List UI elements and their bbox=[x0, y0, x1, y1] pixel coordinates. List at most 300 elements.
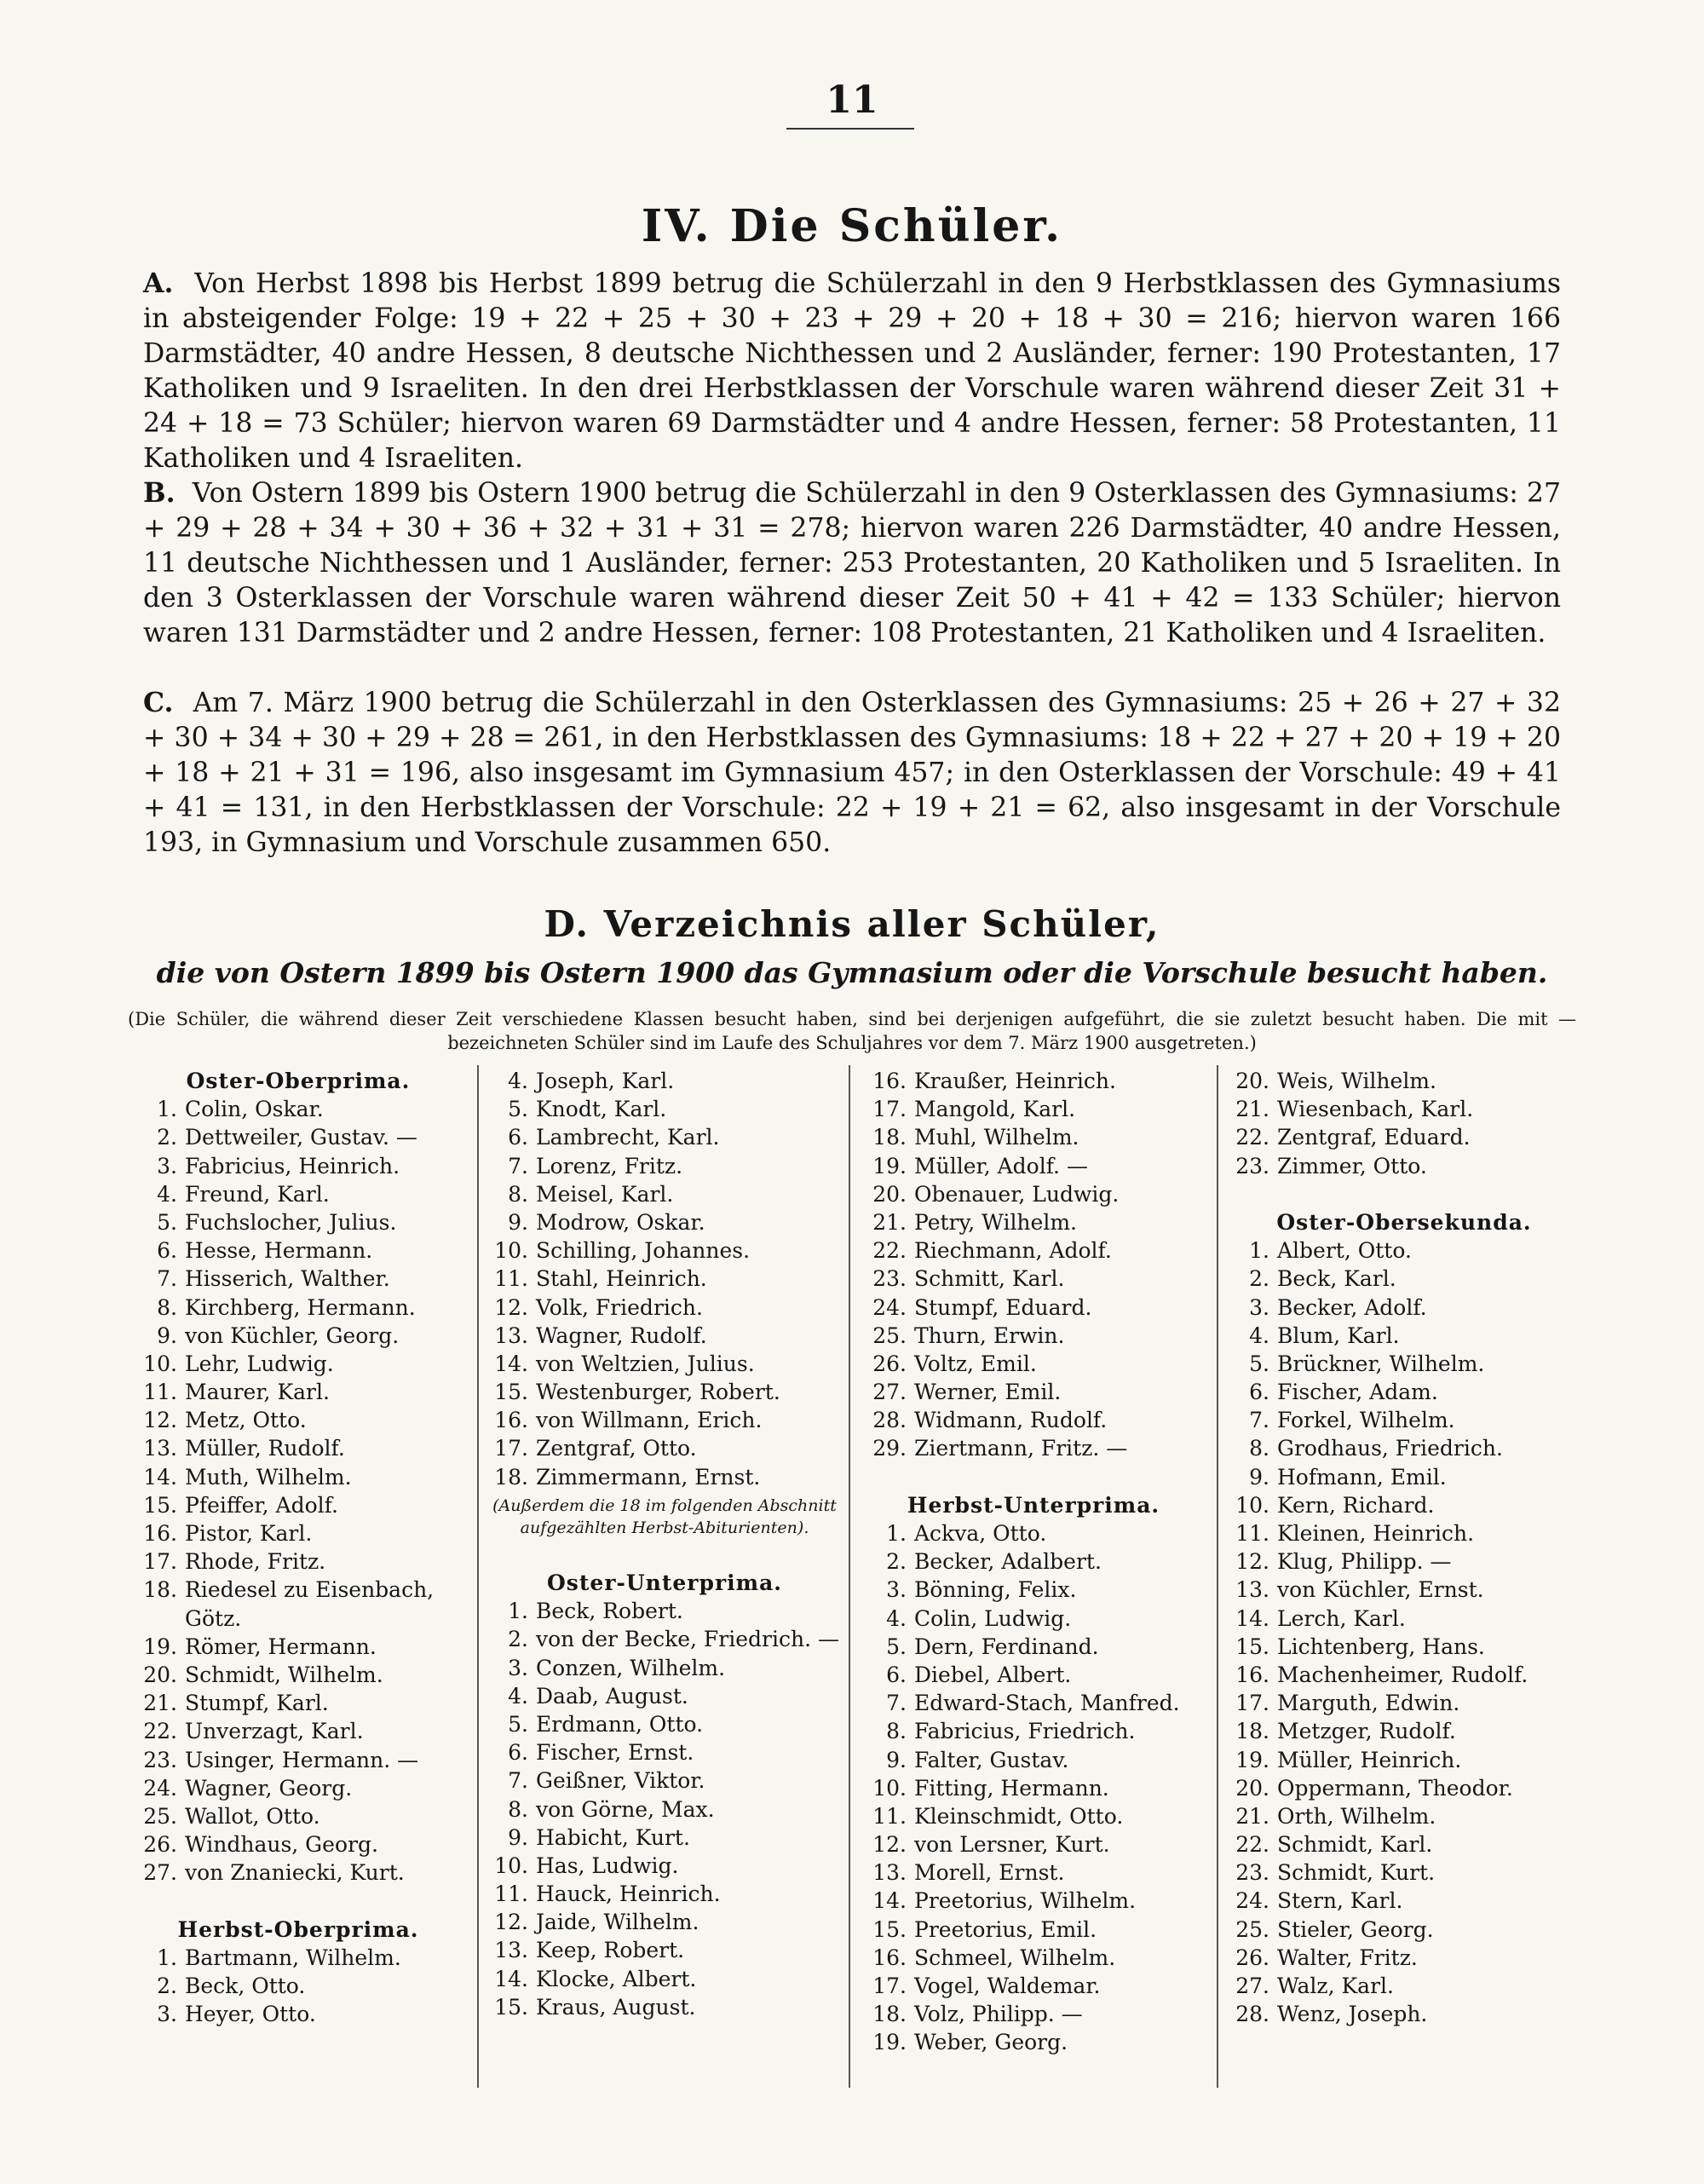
student-number: 1. bbox=[886, 1521, 907, 1546]
student-number: 12. bbox=[1235, 1549, 1269, 1575]
class-heading: Oster-Unterprima. bbox=[547, 1570, 782, 1595]
student-entry bbox=[857, 1152, 1210, 1180]
student-number: 16. bbox=[1235, 1662, 1269, 1687]
student-entry bbox=[1225, 1067, 1583, 1095]
student-entry bbox=[1225, 1547, 1583, 1576]
student-entry bbox=[857, 1774, 1210, 1802]
student-entry bbox=[857, 1689, 1210, 1717]
student-number: 2. bbox=[157, 1125, 177, 1150]
class-heading: Herbst-Unterprima. bbox=[907, 1492, 1160, 1518]
student-number: 12. bbox=[494, 1294, 528, 1320]
student-entry bbox=[487, 1180, 842, 1208]
student-number: 22. bbox=[1235, 1125, 1269, 1150]
student-name: Dettweiler, Gustav. — bbox=[185, 1125, 417, 1150]
student-number: 9. bbox=[886, 1747, 907, 1772]
student-name: Thurn, Erwin. bbox=[914, 1323, 1065, 1348]
student-name: Schmeel, Wilhelm. bbox=[914, 1945, 1116, 1970]
student-entry bbox=[128, 1746, 469, 1774]
student-entry bbox=[487, 1682, 842, 1710]
class-heading: Oster-Obersekunda. bbox=[1276, 1209, 1532, 1235]
student-number: 21. bbox=[1235, 1803, 1269, 1829]
student-name: Kirchberg, Hermann. bbox=[185, 1294, 416, 1320]
student-name: Heyer, Otto. bbox=[185, 2002, 316, 2027]
student-number: 6. bbox=[886, 1662, 907, 1687]
student-entry bbox=[487, 1965, 842, 1993]
student-entry bbox=[1225, 1265, 1583, 1293]
student-number: 17. bbox=[494, 1436, 528, 1461]
student-entry bbox=[857, 1095, 1210, 1123]
student-name: Blum, Karl. bbox=[1277, 1323, 1400, 1348]
student-name: Hofmann, Emil. bbox=[1277, 1464, 1447, 1490]
paragraph-a-label: A. bbox=[143, 268, 174, 299]
student-name: Fuchslocher, Julius. bbox=[185, 1209, 397, 1235]
section-title: IV. Die Schüler. bbox=[641, 200, 1063, 252]
student-number: 27. bbox=[872, 1380, 907, 1405]
student-number: 13. bbox=[494, 1323, 528, 1348]
student-number: 10. bbox=[494, 1238, 528, 1264]
student-name: von Lersner, Kurt. bbox=[914, 1832, 1110, 1858]
student-entry bbox=[857, 1350, 1210, 1378]
student-number: 24. bbox=[1235, 1888, 1269, 1914]
student-name: Beck, Otto. bbox=[185, 1974, 306, 1998]
student-name: Fischer, Ernst. bbox=[536, 1740, 694, 1766]
student-name: Hisserich, Walther. bbox=[185, 1266, 390, 1292]
page-number-rule bbox=[786, 128, 914, 130]
student-name: Götz. bbox=[185, 1605, 242, 1631]
student-name: Lehr, Ludwig. bbox=[185, 1351, 334, 1376]
student-name: von Weltzien, Julius. bbox=[536, 1351, 755, 1376]
student-name: Pistor, Karl. bbox=[185, 1521, 313, 1546]
student-name: von Znaniecki, Kurt. bbox=[185, 1860, 405, 1886]
student-name: Fischer, Adam. bbox=[1277, 1380, 1438, 1405]
student-name: Machenheimer, Rudolf. bbox=[1277, 1662, 1528, 1687]
student-entry bbox=[487, 1067, 842, 1095]
student-number: 7. bbox=[157, 1266, 177, 1292]
student-entry bbox=[128, 1830, 469, 1858]
student-entry bbox=[857, 1633, 1210, 1661]
student-name: Mangold, Karl. bbox=[914, 1097, 1076, 1122]
student-number: 13. bbox=[494, 1938, 528, 1963]
student-number: 1. bbox=[508, 1599, 528, 1624]
student-entry bbox=[857, 1265, 1210, 1293]
student-entry bbox=[1225, 1633, 1583, 1661]
student-number: 16. bbox=[494, 1408, 528, 1433]
student-entry bbox=[1225, 1605, 1583, 1633]
class-heading: Herbst-Oberprima. bbox=[177, 1916, 419, 1942]
student-number: 7. bbox=[508, 1153, 528, 1178]
paragraph-b-label: B. bbox=[143, 477, 176, 509]
student-entry bbox=[487, 1463, 842, 1491]
student-entry bbox=[857, 1746, 1210, 1774]
student-name: Kleinschmidt, Otto. bbox=[914, 1803, 1124, 1829]
paragraph-a-text: Von Herbst 1898 bis Herbst 1899 betrug die Schülerzahl in den 9 Herbstklassen des Gymnasiums in absteigender Folge: 19 + 22 + 25 + 30 + 23 + 29 + 20 + 18 + 30 = 216; hiervon waren 166 Darmstädter, 40 andre Hessen, 8 deutsche Nichthessen und 2 Ausländer, ferner: 190 Protestanten, 17 Katholiken und 9 Israeliten. In den drei Herbstklassen der Vorschule waren während dieser Zeit 31 + 24 + 18 = 73 Schüler; hiervon waren 69 Darmstädter und 4 andre Hessen, ferner: 58 Protestanten, 11 Katholiken und 4 Israeliten. bbox=[143, 268, 1561, 474]
student-entry bbox=[857, 1802, 1210, 1830]
student-entry bbox=[128, 1944, 469, 1972]
student-number: 15. bbox=[872, 1916, 907, 1942]
student-entry bbox=[487, 1406, 842, 1434]
student-entry bbox=[487, 1294, 842, 1322]
student-entry bbox=[128, 1265, 469, 1293]
student-name: Riedesel zu Eisenbach, bbox=[185, 1577, 435, 1603]
student-entry bbox=[128, 1294, 469, 1322]
student-entry bbox=[128, 1689, 469, 1717]
student-number: 25. bbox=[1235, 1916, 1269, 1942]
student-entry bbox=[857, 1236, 1210, 1265]
student-entry bbox=[1225, 1406, 1583, 1434]
student-entry bbox=[857, 1123, 1210, 1151]
student-name: Zimmer, Otto. bbox=[1277, 1153, 1427, 1178]
list-note: (Die Schüler, die während dieser Zeit verschiedene Klassen besucht haben, sind bei derjenigen aufgeführt, die sie zuletzt besucht haben. Die mit — bezeichneten Schüler sind im Laufe des Schuljahres vor dem 7. März 1900 ausgetreten.) bbox=[128, 1009, 1576, 1053]
student-entry bbox=[487, 1710, 842, 1738]
student-entry bbox=[1225, 1322, 1583, 1350]
student-name: Voltz, Emil. bbox=[914, 1351, 1037, 1376]
student-entry bbox=[128, 1434, 469, 1462]
student-number: 22. bbox=[1235, 1832, 1269, 1858]
student-entry bbox=[857, 1661, 1210, 1689]
student-name: Beck, Karl. bbox=[1277, 1266, 1396, 1292]
student-number: 2. bbox=[508, 1627, 528, 1652]
student-entry bbox=[1225, 1236, 1583, 1265]
student-entry bbox=[1225, 1972, 1583, 2000]
student-entry bbox=[857, 1519, 1210, 1547]
student-entry bbox=[1225, 1378, 1583, 1406]
student-number: 15. bbox=[494, 1380, 528, 1405]
student-name: Geißner, Viktor. bbox=[536, 1768, 705, 1794]
student-number: 12. bbox=[872, 1832, 907, 1858]
student-number: 29. bbox=[872, 1436, 907, 1461]
student-entry bbox=[857, 1378, 1210, 1406]
student-name: Preetorius, Wilhelm. bbox=[914, 1888, 1137, 1914]
student-number: 25. bbox=[872, 1323, 907, 1348]
student-name: Zentgraf, Eduard. bbox=[1277, 1125, 1471, 1150]
student-name: Römer, Hermann. bbox=[185, 1634, 377, 1659]
student-number: 12. bbox=[494, 1910, 528, 1935]
student-entry bbox=[487, 1265, 842, 1293]
student-name: Schmidt, Karl. bbox=[1277, 1832, 1433, 1858]
student-name: Walter, Fritz. bbox=[1277, 1945, 1418, 1970]
student-entry bbox=[487, 1434, 842, 1462]
student-number: 20. bbox=[872, 1181, 907, 1207]
student-name: Becker, Adalbert. bbox=[914, 1549, 1102, 1575]
student-number: 14. bbox=[494, 1351, 528, 1376]
student-number: 5. bbox=[508, 1711, 528, 1737]
student-number: 18. bbox=[1235, 1719, 1269, 1744]
student-name: Wallot, Otto. bbox=[185, 1803, 320, 1829]
student-name: Maurer, Karl. bbox=[185, 1380, 330, 1405]
student-name: Morell, Ernst. bbox=[914, 1860, 1065, 1886]
student-number: 23. bbox=[1235, 1153, 1269, 1178]
student-number: 23. bbox=[1235, 1860, 1269, 1886]
student-entry bbox=[1225, 1294, 1583, 1322]
student-entry bbox=[487, 1350, 842, 1378]
student-name: Keep, Robert. bbox=[536, 1938, 685, 1963]
student-entry bbox=[857, 1294, 1210, 1322]
student-number: 8. bbox=[508, 1796, 528, 1822]
student-name: Müller, Rudolf. bbox=[185, 1436, 345, 1461]
student-number: 16. bbox=[872, 1069, 907, 1093]
student-name: Colin, Oskar. bbox=[185, 1097, 324, 1122]
student-name: Erdmann, Otto. bbox=[536, 1711, 704, 1737]
student-name: Stahl, Heinrich. bbox=[536, 1266, 707, 1292]
student-name: Habicht, Kurt. bbox=[536, 1824, 690, 1850]
student-number: 6. bbox=[157, 1238, 177, 1264]
student-number: 20. bbox=[1235, 1069, 1269, 1093]
student-entry bbox=[857, 1605, 1210, 1633]
student-name: von der Becke, Friedrich. — bbox=[536, 1627, 839, 1652]
paragraph-b bbox=[143, 475, 1561, 651]
student-number: 21. bbox=[143, 1691, 177, 1716]
student-entry bbox=[487, 1852, 842, 1880]
student-number: 10. bbox=[872, 1775, 907, 1801]
student-number: 9. bbox=[508, 1209, 528, 1235]
student-name: von Willmann, Erich. bbox=[536, 1408, 763, 1433]
student-number: 26. bbox=[1235, 1945, 1269, 1970]
student-number: 14. bbox=[494, 1966, 528, 1991]
student-number: 14. bbox=[143, 1464, 177, 1490]
student-entry bbox=[487, 1597, 842, 1625]
student-number: 5. bbox=[157, 1209, 177, 1235]
student-number: 20. bbox=[143, 1662, 177, 1687]
student-number: 1. bbox=[1249, 1238, 1269, 1264]
column-divider bbox=[849, 1065, 850, 2088]
student-name: Klug, Philipp. — bbox=[1277, 1549, 1452, 1575]
student-entry bbox=[128, 1208, 469, 1236]
student-number: 4. bbox=[886, 1605, 907, 1631]
student-entry bbox=[128, 1972, 469, 2000]
student-entry bbox=[128, 1095, 469, 1123]
student-name: Forkel, Wilhelm. bbox=[1277, 1408, 1455, 1433]
student-name: Rhode, Fritz. bbox=[185, 1549, 326, 1575]
student-entry bbox=[857, 1972, 1210, 2000]
student-number: 9. bbox=[1249, 1464, 1269, 1490]
student-number: 10. bbox=[1235, 1492, 1269, 1518]
student-entry bbox=[1225, 1491, 1583, 1519]
paragraph-c bbox=[143, 685, 1561, 861]
student-entry bbox=[857, 1944, 1210, 1972]
student-name: Metzger, Rudolf. bbox=[1277, 1719, 1456, 1744]
student-name: Lichtenberg, Hans. bbox=[1277, 1634, 1485, 1659]
student-entry bbox=[487, 1654, 842, 1682]
student-name: Müller, Heinrich. bbox=[1277, 1747, 1462, 1772]
student-entry bbox=[487, 1795, 842, 1824]
student-entry bbox=[857, 1067, 1210, 1095]
student-name: von Küchler, Ernst. bbox=[1277, 1577, 1484, 1603]
student-number: 13. bbox=[872, 1860, 907, 1886]
student-name: Orth, Wilhelm. bbox=[1277, 1803, 1436, 1829]
student-number: 24. bbox=[872, 1294, 907, 1320]
student-name: Muth, Wilhelm. bbox=[185, 1464, 352, 1490]
student-number: 3. bbox=[508, 1655, 528, 1680]
student-entry bbox=[1225, 1434, 1583, 1462]
student-number: 17. bbox=[872, 1097, 907, 1122]
student-number: 4. bbox=[1249, 1323, 1269, 1348]
student-name: Bartmann, Wilhelm. bbox=[185, 1945, 401, 1970]
student-number: 23. bbox=[143, 1747, 177, 1772]
student-number: 6. bbox=[508, 1740, 528, 1766]
student-number: 9. bbox=[508, 1824, 528, 1850]
student-entry bbox=[128, 1236, 469, 1265]
student-number: 20. bbox=[1235, 1775, 1269, 1801]
student-number: 9. bbox=[157, 1323, 177, 1348]
student-name: Modrow, Oskar. bbox=[536, 1209, 705, 1235]
student-number: 6. bbox=[508, 1125, 528, 1150]
student-name: Zentgraf, Otto. bbox=[536, 1436, 697, 1461]
student-entry bbox=[128, 1717, 469, 1745]
student-name: Unverzagt, Karl. bbox=[185, 1719, 364, 1744]
student-number: 28. bbox=[872, 1408, 907, 1433]
student-number: 18. bbox=[872, 2002, 907, 2027]
student-entry bbox=[128, 2000, 469, 2028]
student-number: 2. bbox=[157, 1974, 177, 1998]
student-entry bbox=[857, 2028, 1210, 2056]
student-entry bbox=[128, 1858, 469, 1887]
student-number: 6. bbox=[1249, 1380, 1269, 1405]
student-entry bbox=[128, 1180, 469, 1208]
student-name: Volk, Friedrich. bbox=[536, 1294, 703, 1320]
column-spacer bbox=[1225, 1180, 1583, 1208]
paragraph-c-text: Am 7. März 1900 betrug die Schülerzahl in den Osterklassen des Gymnasiums: 25 + 26 + 27 + 32 + 30 + 34 + 30 + 29 + 28 = 261, in den Herbstklassen des Gymnasiums: 18 + 22 + 27 + 20 + 19 + 20 + 18 + 21 + 31 = 196, also insgesamt im Gymnasium 457; in den Osterklassen der Vorschule: 49 + 41 + 41 = 131, in den Herbstklassen der Vorschule: 22 + 19 + 21 = 62, also insgesamt in der Vorschule 193, in Gymnasium und Vorschule zusammen 650. bbox=[143, 688, 1562, 858]
student-name: Westenburger, Robert. bbox=[536, 1380, 780, 1405]
student-number: 5. bbox=[508, 1097, 528, 1122]
student-name: Meisel, Karl. bbox=[536, 1181, 674, 1207]
student-number: 1. bbox=[157, 1097, 177, 1122]
student-name: Wagner, Georg. bbox=[185, 1775, 353, 1801]
student-entry bbox=[1225, 1916, 1583, 1944]
student-name: Wagner, Rudolf. bbox=[536, 1323, 707, 1348]
student-entry bbox=[1225, 1350, 1583, 1378]
student-number: 3. bbox=[1249, 1294, 1269, 1320]
student-column-2 bbox=[487, 1067, 842, 2021]
student-number: 25. bbox=[143, 1803, 177, 1829]
student-name: Ziertmann, Fritz. — bbox=[914, 1436, 1128, 1461]
student-number: 17. bbox=[143, 1549, 177, 1575]
student-entry bbox=[857, 1406, 1210, 1434]
student-name: Edward-Stach, Manfred. bbox=[914, 1691, 1180, 1716]
student-number: 7. bbox=[508, 1768, 528, 1794]
student-name: Zimmermann, Ernst. bbox=[536, 1464, 761, 1490]
student-name: Jaide, Wilhelm. bbox=[536, 1910, 699, 1935]
student-number: 27. bbox=[143, 1860, 177, 1886]
student-entry bbox=[1225, 2000, 1583, 2028]
student-entry bbox=[1225, 1576, 1583, 1604]
student-entry bbox=[857, 1208, 1210, 1236]
student-name: Windhaus, Georg. bbox=[185, 1832, 378, 1858]
student-name: Daab, August. bbox=[536, 1683, 688, 1709]
student-entry bbox=[128, 1576, 469, 1604]
student-entry bbox=[857, 1322, 1210, 1350]
student-name: Becker, Adolf. bbox=[1277, 1294, 1427, 1320]
student-name: Hesse, Hermann. bbox=[185, 1238, 373, 1264]
student-name: Usinger, Hermann. — bbox=[185, 1747, 419, 1772]
student-entry bbox=[128, 1661, 469, 1689]
list-subtitle: die von Ostern 1899 bis Ostern 1900 das Gymnasium oder die Vorschule besucht haben. bbox=[156, 956, 1548, 989]
student-name: Kern, Richard. bbox=[1277, 1492, 1435, 1518]
student-number: 8. bbox=[157, 1294, 177, 1320]
student-number: 18. bbox=[143, 1577, 177, 1603]
student-entry bbox=[1225, 1661, 1583, 1689]
student-entry bbox=[1225, 1463, 1583, 1491]
student-name: Brückner, Wilhelm. bbox=[1277, 1351, 1485, 1376]
student-entry bbox=[128, 1605, 469, 1633]
student-entry bbox=[1225, 1858, 1583, 1887]
student-entry bbox=[857, 1434, 1210, 1462]
student-name: von Küchler, Georg. bbox=[185, 1323, 400, 1348]
student-name: Wenz, Joseph. bbox=[1277, 2002, 1428, 2027]
student-name: Petry, Wilhelm. bbox=[914, 1209, 1077, 1235]
student-name: Dern, Ferdinand. bbox=[914, 1634, 1099, 1659]
student-name: Kleinen, Heinrich. bbox=[1277, 1521, 1475, 1546]
student-name: Colin, Ludwig. bbox=[914, 1605, 1072, 1631]
student-number: 26. bbox=[143, 1832, 177, 1858]
student-entry bbox=[857, 1887, 1210, 1915]
student-number: 26. bbox=[872, 1351, 907, 1376]
student-number: 4. bbox=[157, 1181, 177, 1207]
student-number: 11. bbox=[494, 1881, 528, 1907]
student-number: 7. bbox=[886, 1691, 907, 1716]
student-name: Stern, Karl. bbox=[1277, 1888, 1403, 1914]
student-number: 27. bbox=[1235, 1974, 1269, 1998]
student-entry bbox=[487, 1936, 842, 1964]
student-entry bbox=[128, 1152, 469, 1180]
student-name: Stieler, Georg. bbox=[1277, 1916, 1434, 1942]
student-number: 2. bbox=[886, 1549, 907, 1575]
column-spacer bbox=[857, 1463, 1210, 1491]
student-name: Schilling, Johannes. bbox=[536, 1238, 751, 1264]
student-number: 7. bbox=[1249, 1408, 1269, 1433]
student-name: Lerch, Karl. bbox=[1277, 1605, 1406, 1631]
student-entry bbox=[857, 1830, 1210, 1858]
student-number: 22. bbox=[143, 1719, 177, 1744]
paragraph-c-label: C. bbox=[143, 687, 174, 718]
student-name: Kraus, August. bbox=[536, 1994, 696, 2020]
page-number: 11 bbox=[826, 78, 878, 122]
student-name: Metz, Otto. bbox=[185, 1408, 307, 1433]
student-name: Walz, Karl. bbox=[1277, 1974, 1394, 1998]
list-title: D. Verzeichnis aller Schüler, bbox=[544, 903, 1160, 945]
student-number: 11. bbox=[1235, 1521, 1269, 1546]
student-name: Conzen, Wilhelm. bbox=[536, 1655, 726, 1680]
student-name: Widmann, Rudolf. bbox=[914, 1408, 1108, 1433]
student-entry bbox=[487, 1123, 842, 1151]
student-name: Werner, Emil. bbox=[914, 1380, 1062, 1405]
student-entry bbox=[128, 1350, 469, 1378]
student-entry bbox=[1225, 1774, 1583, 1802]
student-entry bbox=[487, 1095, 842, 1123]
student-column-3 bbox=[857, 1067, 1210, 2057]
student-number: 23. bbox=[872, 1266, 907, 1292]
student-number: 19. bbox=[872, 1153, 907, 1178]
student-name: Albert, Otto. bbox=[1277, 1238, 1412, 1264]
student-name: Fabricius, Heinrich. bbox=[185, 1153, 400, 1178]
student-entry bbox=[487, 1322, 842, 1350]
student-number: 3. bbox=[157, 2002, 177, 2027]
student-name: Oppermann, Theodor. bbox=[1277, 1775, 1513, 1801]
student-number: 13. bbox=[143, 1436, 177, 1461]
student-entry bbox=[1225, 1152, 1583, 1180]
student-number: 21. bbox=[872, 1209, 907, 1235]
student-name: Preetorius, Emil. bbox=[914, 1916, 1097, 1942]
student-name: Falter, Gustav. bbox=[914, 1747, 1069, 1772]
student-entry bbox=[1225, 1887, 1583, 1915]
student-entry bbox=[1225, 1519, 1583, 1547]
student-entry bbox=[128, 1463, 469, 1491]
student-number: 15. bbox=[494, 1994, 528, 2020]
student-name: Marguth, Edwin. bbox=[1277, 1691, 1460, 1716]
student-number: 19. bbox=[872, 2030, 907, 2055]
student-entry bbox=[128, 1406, 469, 1434]
student-number: 11. bbox=[143, 1380, 177, 1405]
student-entry bbox=[128, 1633, 469, 1661]
